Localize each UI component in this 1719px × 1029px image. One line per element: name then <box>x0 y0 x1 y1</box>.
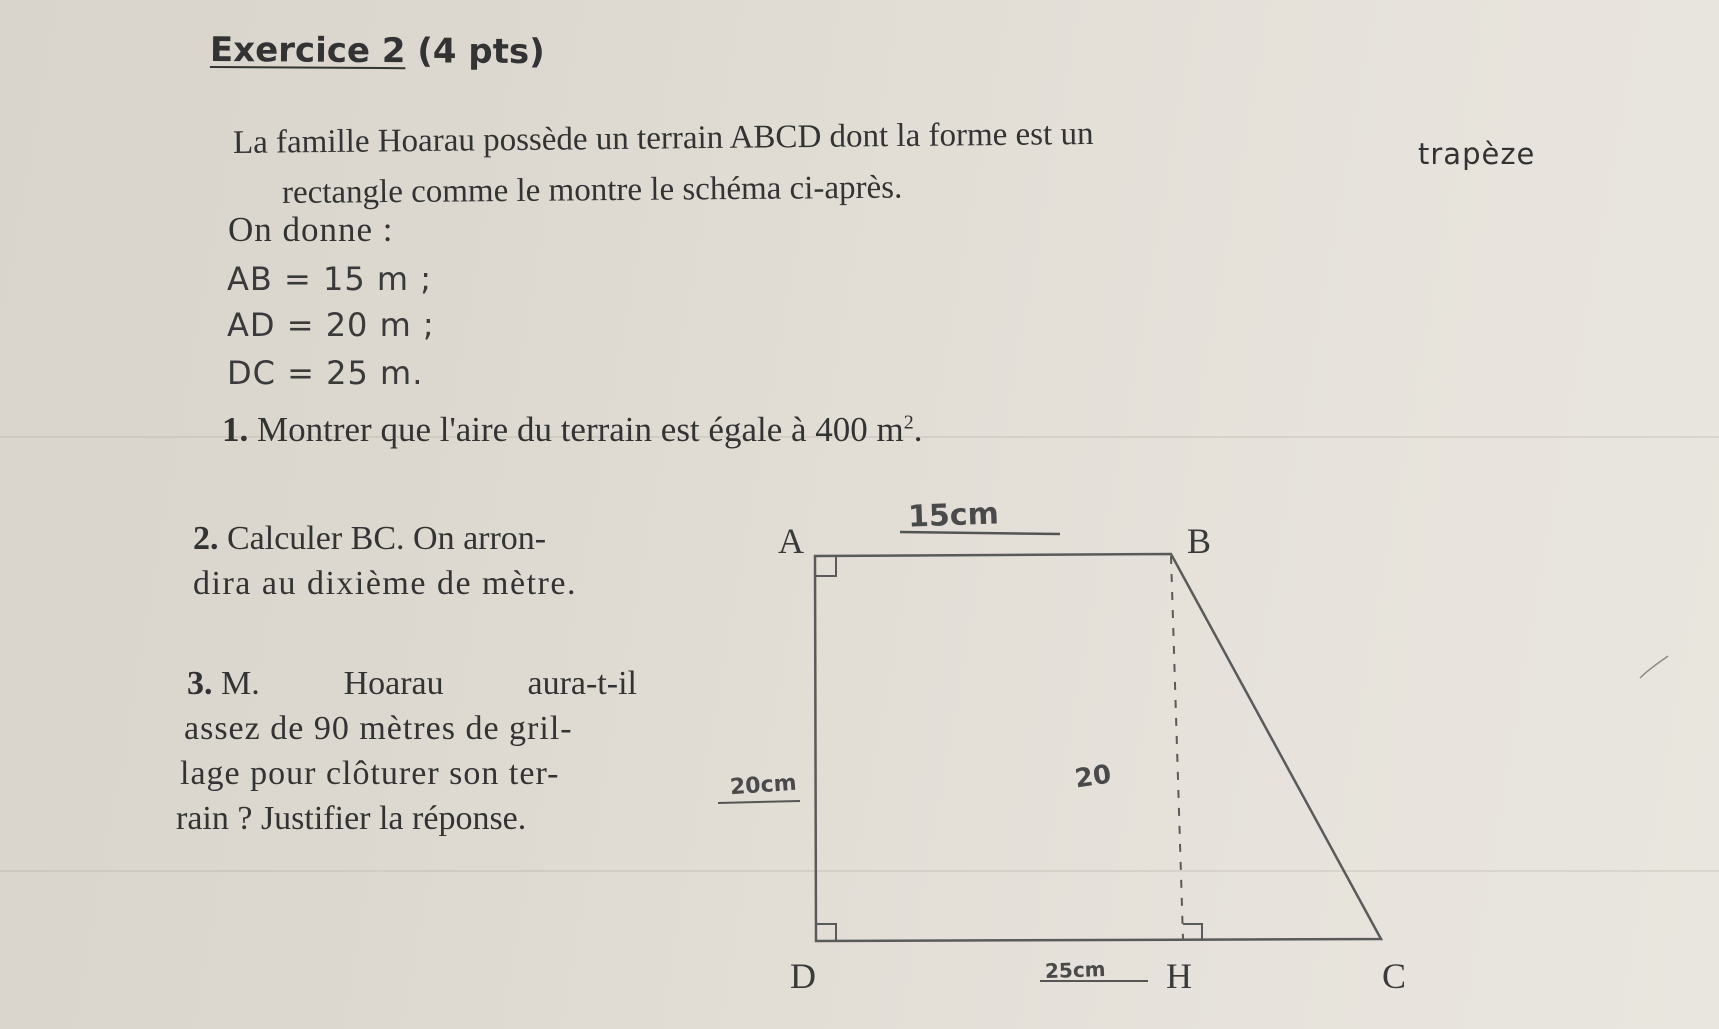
height-bh-dashed <box>1171 556 1183 939</box>
margin-pen-mark <box>1640 656 1668 678</box>
vertex-label-b: B <box>1187 521 1212 561</box>
vertex-label-c: C <box>1382 956 1407 996</box>
right-angle-a <box>815 556 836 576</box>
exercise-title-points: (4 pts) <box>405 31 545 73</box>
given-item-ad: AD = 20 m ; <box>227 306 435 344</box>
question-3-line-4: rain ? Justifier la réponse. <box>176 800 527 837</box>
given-item-dc: DC = 25 m. <box>227 354 424 392</box>
question-1-number: 1. <box>222 410 249 449</box>
question-3-line-1: 3. M. Hoarau aura-t-il <box>187 665 637 702</box>
vertex-label-h: H <box>1166 956 1192 996</box>
question-1-text: Montrer que l'aire du terrain est égale à 400 m <box>248 410 904 449</box>
question-3-number: 3. <box>187 665 213 702</box>
question-2-line-2: dira au dixième de mètre. <box>193 565 577 602</box>
trapezoid-abcd <box>815 554 1381 941</box>
exercise-title-main: Exercice 2 <box>209 30 406 72</box>
question-2-number: 2. <box>193 520 219 557</box>
right-angle-d <box>816 924 836 941</box>
given-item-ab: AB = 15 m ; <box>227 260 433 298</box>
question-1: 1. Montrer que l'aire du terrain est égale à 400 $m^2$. <box>222 410 923 449</box>
intro-line-1: La famille Hoarau possède un terrain ABCD dont la forme est un <box>232 115 1094 161</box>
handwritten-label-top: 15cm <box>907 496 1000 535</box>
handwritten-left-stroke <box>718 801 800 803</box>
handwritten-label-left: 20cm <box>729 770 798 801</box>
vertex-label-a: A <box>778 521 804 561</box>
handwritten-label-bottom: 25cm <box>1044 956 1106 984</box>
intro-line-2: rectangle comme le montre le schéma ci-après. <box>281 169 903 211</box>
intro-line-1-end: trapèze <box>1418 137 1536 171</box>
question-3-line-3: lage pour clôturer son ter- <box>180 755 560 792</box>
given-heading: On donne : <box>228 210 394 249</box>
question-3-line-2: assez de 90 mètres de gril- <box>184 710 573 747</box>
question-1-superscript: 2 <box>903 411 914 434</box>
vertex-label-d: D <box>790 956 816 996</box>
question-2-line-1: 2. Calculer BC. On arron- <box>193 520 547 557</box>
handwritten-label-middle: 20 <box>1073 759 1114 795</box>
